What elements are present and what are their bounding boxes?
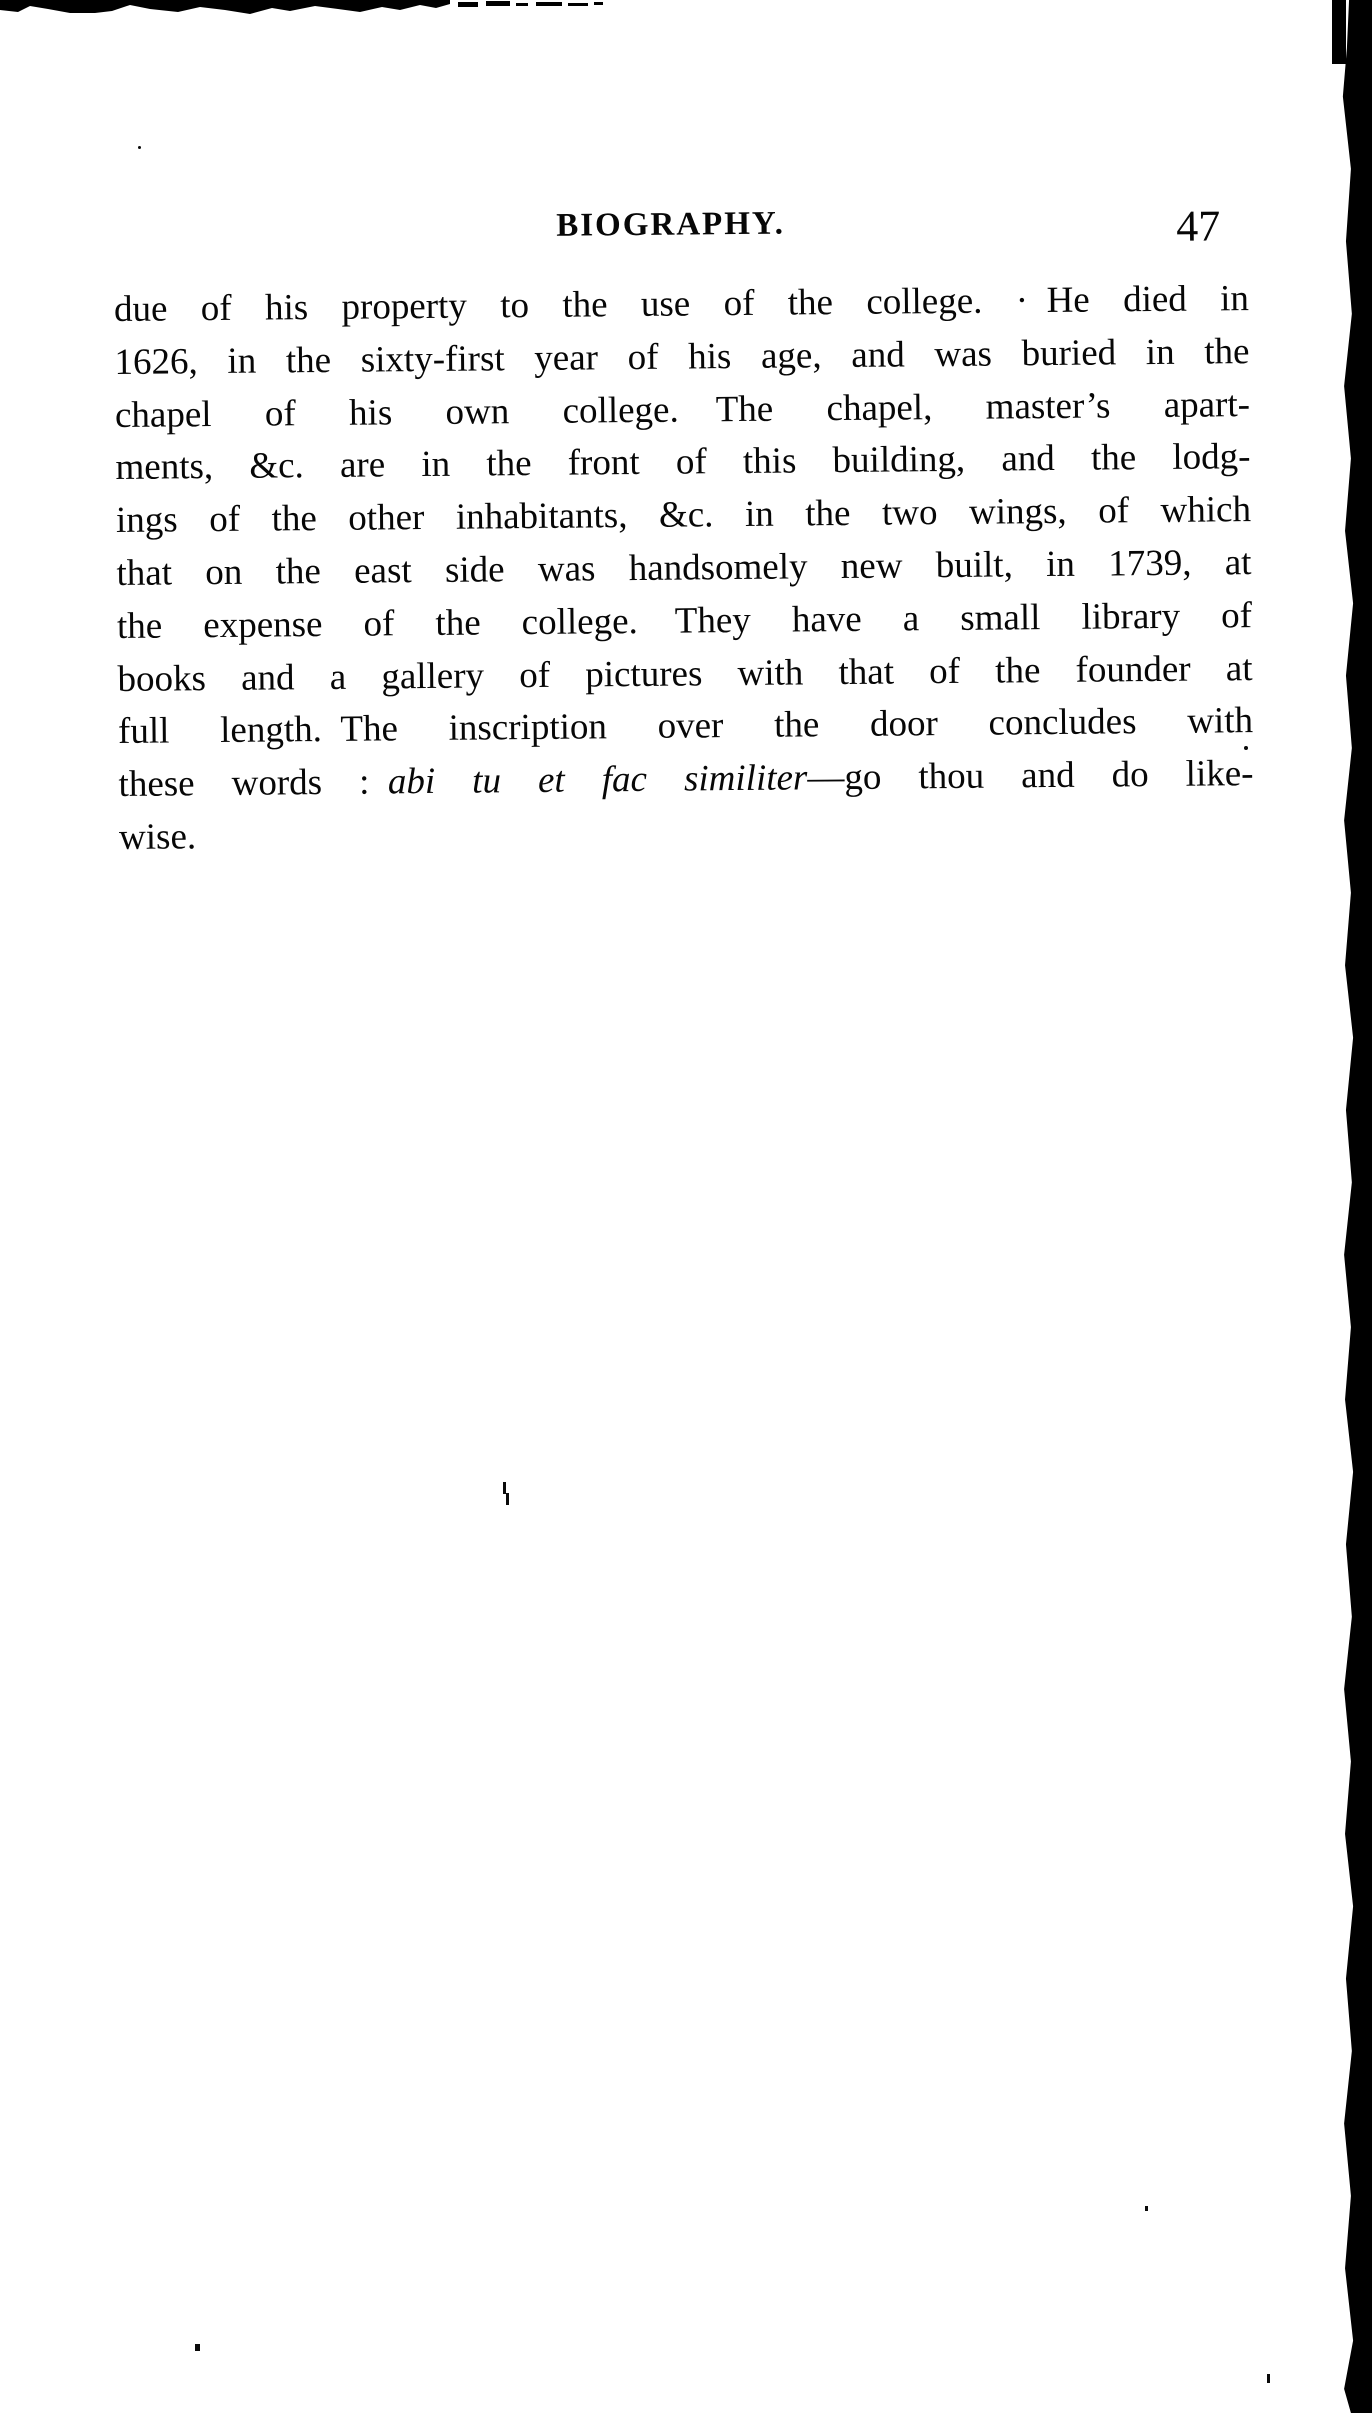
scan-gutter-strip <box>1341 0 1372 2413</box>
text-segment: full length. The inscription over the door concludes with <box>117 700 1254 753</box>
scan-gutter-notch <box>1332 0 1346 64</box>
text-segment: books and a gallery of pictures with that of the founder at <box>117 647 1253 700</box>
text-segment: the expense of the college. They have a small library of <box>116 594 1253 647</box>
text-segment: chapel of his own college. The chapel, master’s apart- <box>114 383 1251 436</box>
latin-phrase-italic: abi tu et fac similiter <box>387 757 808 803</box>
text-segment: ings of the other inhabitants, &c. in the two wings, of which <box>115 489 1252 542</box>
scan-speck <box>1145 2206 1148 2211</box>
text-segment: that on the east side was handsomely new built, in 1739, at <box>116 542 1252 594</box>
scan-speck <box>195 2344 200 2351</box>
text-segment: 1626, in the sixty-first year of his age, and was buried in the <box>114 330 1250 383</box>
scan-speck <box>503 1482 506 1494</box>
body-text <box>114 273 1255 865</box>
page-content <box>113 194 1255 905</box>
page-header <box>113 194 1248 257</box>
text-line <box>118 748 1253 812</box>
text-segment: —go thou and do like- <box>807 753 1254 799</box>
page-number: 47 <box>1176 201 1221 251</box>
text-segment: these words : <box>118 761 389 806</box>
running-header-title: BIOGRAPHY. <box>556 205 786 244</box>
scan-speck <box>1267 2374 1270 2383</box>
text-segment: ments, &c. are in the front of this building, and the lodg- <box>115 436 1251 489</box>
text-line <box>119 801 1254 865</box>
scan-speck <box>138 146 141 149</box>
text-segment: due of his property to the use of the college. · He died in <box>113 278 1250 330</box>
text-segment: wise. <box>118 816 197 858</box>
scan-tear-top-edge <box>0 0 620 20</box>
